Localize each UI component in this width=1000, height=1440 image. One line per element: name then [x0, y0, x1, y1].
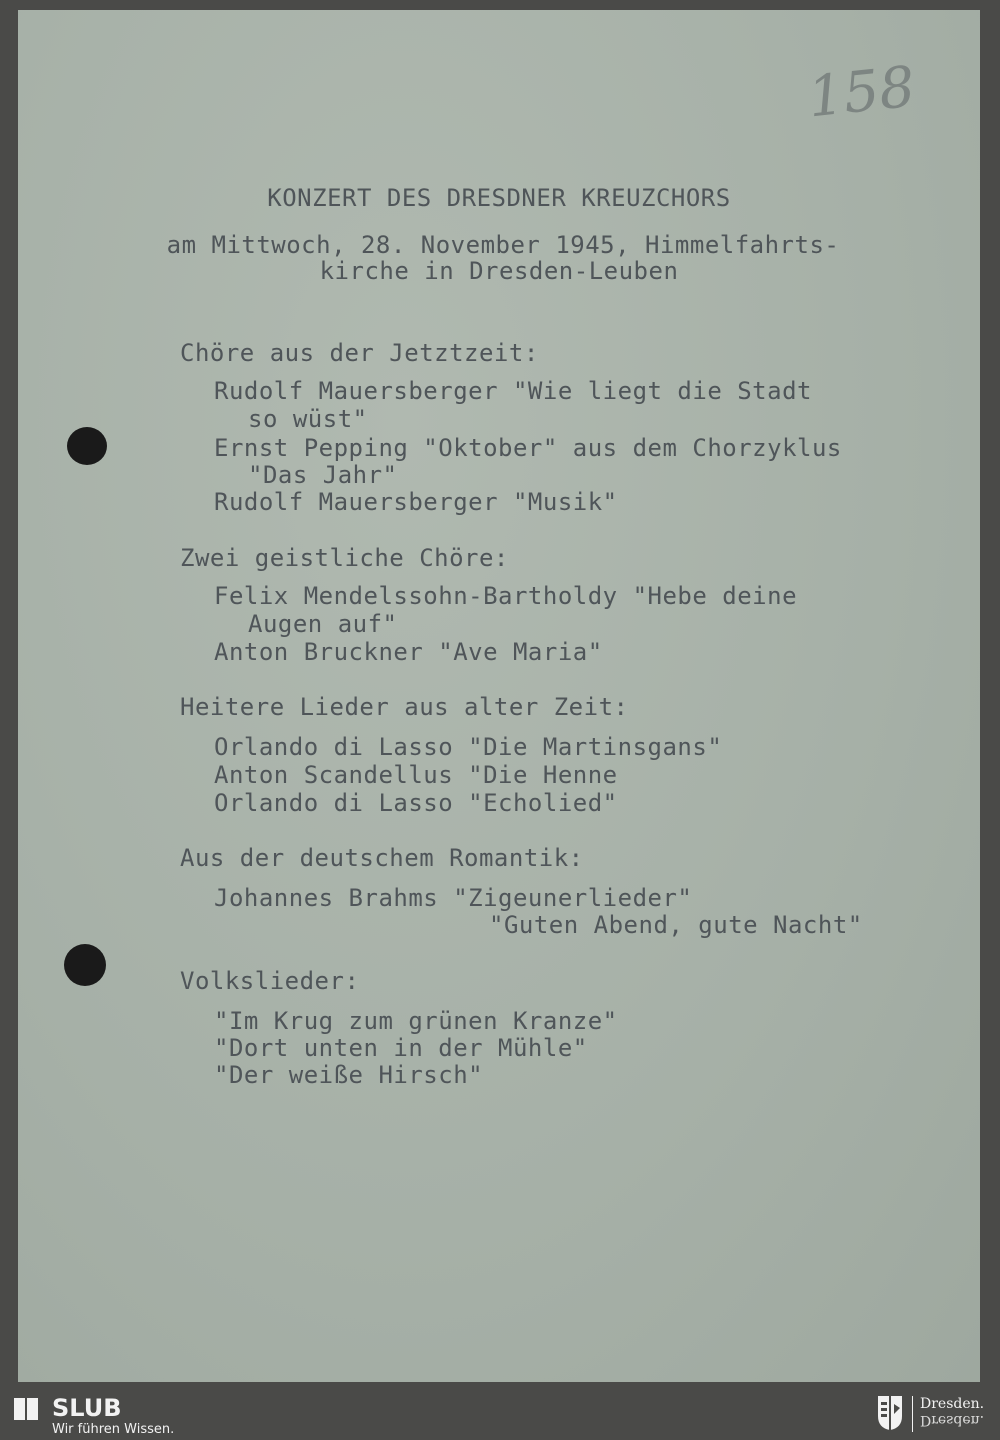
viewer-footer — [0, 1390, 1000, 1440]
subtitle-line-1: am Mittwoch, 28. November 1945, Himmelfahrts- — [166, 231, 840, 259]
city-name-mirror: Dresden. — [920, 1412, 985, 1428]
section-heading: Heitere Lieder aus alter Zeit: — [180, 693, 629, 721]
program-line: Johannes Brahms "Zigeunerlieder" — [214, 884, 693, 912]
document-page — [18, 10, 980, 1382]
subtitle-line-2: kirche in Dresden-Leuben — [319, 257, 679, 285]
folio-number: 158 — [804, 54, 918, 131]
program-line: so wüst" — [248, 405, 368, 433]
program-line: Rudolf Mauersberger "Wie liegt die Stadt — [214, 377, 812, 405]
program-line: Augen auf" — [248, 610, 398, 638]
document-title: KONZERT DES DRESDNER KREUZCHORS — [267, 184, 731, 212]
section-heading: Chöre aus der Jetztzeit: — [180, 339, 539, 367]
program-line: Anton Bruckner "Ave Maria" — [214, 638, 603, 666]
city-name: Dresden. — [920, 1396, 985, 1412]
footer-divider — [912, 1396, 913, 1432]
city-crest-icon — [876, 1394, 904, 1432]
program-line: "Guten Abend, gute Nacht" — [489, 911, 863, 939]
program-line: Anton Scandellus "Die Henne — [214, 761, 618, 789]
brand-tagline: Wir führen Wissen. — [52, 1422, 175, 1437]
section-heading: Zwei geistliche Chöre: — [180, 544, 509, 572]
punch-hole — [67, 427, 107, 465]
book-logo-icon — [12, 1394, 42, 1424]
program-line: Orlando di Lasso "Die Martinsgans" — [214, 733, 723, 761]
section-heading: Volkslieder: — [180, 967, 360, 995]
program-line: "Im Krug zum grünen Kranze" — [214, 1007, 618, 1035]
program-line: "Der weiße Hirsch" — [214, 1061, 484, 1089]
program-line: "Das Jahr" — [248, 461, 398, 489]
program-line: "Dort unten in der Mühle" — [214, 1034, 588, 1062]
program-line: Ernst Pepping "Oktober" aus dem Chorzyklus — [214, 434, 842, 462]
punch-hole — [64, 944, 106, 986]
program-line: Rudolf Mauersberger "Musik" — [214, 488, 618, 516]
city-logo[interactable] — [920, 1396, 984, 1428]
program-line: Felix Mendelssohn-Bartholdy "Hebe deine — [214, 582, 798, 610]
program-line: Orlando di Lasso "Echolied" — [214, 789, 618, 817]
brand-name[interactable]: SLUB — [52, 1394, 122, 1422]
section-heading: Aus der deutschem Romantik: — [180, 844, 584, 872]
